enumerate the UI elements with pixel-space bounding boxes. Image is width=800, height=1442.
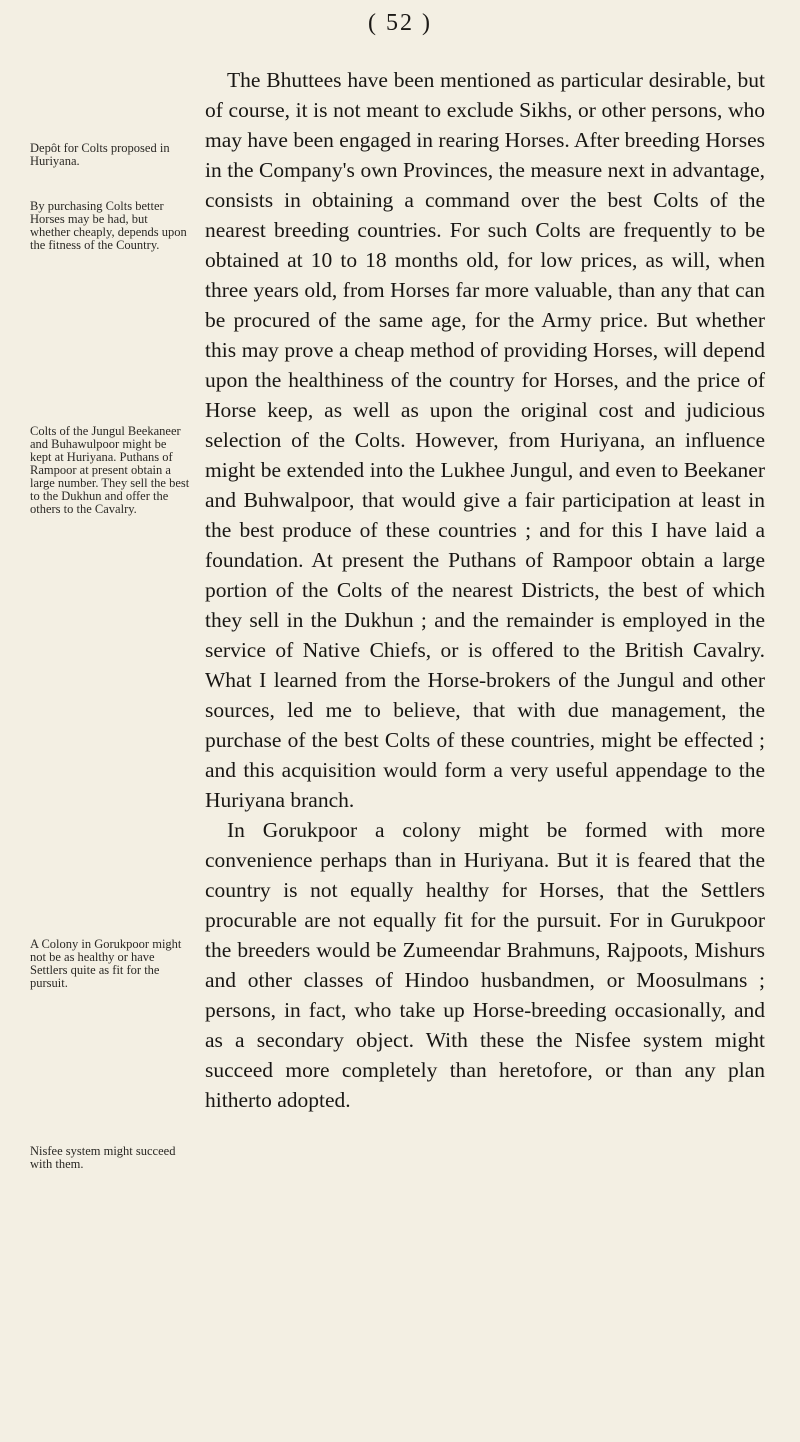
- margin-note-colts-of-jungul: Colts of the Jungul Beekaneer and Buhawulpoor might be kept at Huriyana. Puthans of Rampoor at present obtain a large number. They sell the best to the Dukhun and offer the others to the Cavalry.: [30, 424, 190, 516]
- margin-note-purchasing-colts: By purchasing Colts better Horses may be had, but whether cheaply, depends upon the fitness of the Country.: [30, 199, 187, 252]
- margin-note-depot: Depôt for Colts proposed in Huriyana.: [30, 141, 170, 168]
- margin-note-nisfee-system: Nisfee system might succeed with them.: [30, 1144, 176, 1171]
- page-number: ( 52 ): [368, 10, 432, 36]
- paragraph: In Gorukpoor a colony might be formed with more convenience perhaps than in Huriyana. But it is feared that the country is not equally healthy for Horses, that the Settlers procurable are not equally fit for the pursuit. For in Gurukpoor the breeders would be Zumeendar Brahmuns, Rajpoots, Mishurs and other classes of Hindoo husbandmen, or Moosulmans ; persons, in fact, who take up Horse-breeding occasionally, and as a secondary object. With these the Nisfee system might succeed more completely than heretofore, or than any plan hitherto adopted.: [205, 818, 765, 1112]
- body-text: [205, 65, 765, 1115]
- margin-note-gorukpoor-colony: A Colony in Gorukpoor might not be as healthy or have Settlers quite as fit for the pursuit.: [30, 937, 182, 990]
- paragraph: The Bhuttees have been mentioned as particular desirable, but of course, it is not meant to exclude Sikhs, or other persons, who may have been engaged in rearing Horses. After breeding Horses in the Company's own Provinces, the measure next in advantage, consists in obtaining a command over the best Colts of the nearest breeding countries. For such Colts are frequently to be obtained at 10 to 18 months old, for low prices, as will, when three years old, from Horses far more valuable, than any that can be procured of the same age, for the Army price. But whether this may prove a cheap method of providing Horses, will depend upon the healthiness of the country for Horses, and the price of Horse keep, as well as upon the original cost and judicious selection of the Colts. However, from Huriyana, an influence might be extended into the Lukhee Jungul, and even to Beekaner and Buhwalpoor, that would give a fair participation at least in the best produce of these countries ; and for this I have laid a foundation. At present the Puthans of Rampoor obtain a large portion of the Colts of the nearest Districts, the best of which they sell in the Dukhun ; and the remainder is employed in the service of Native Chiefs, or is offered to the British Cavalry. What I learned from the Horse-brokers of the Jungul and other sources, led me to believe, that with due management, the purchase of the best Colts of these countries, might be effected ; and this acquisition would form a very useful appendage to the Huriyana branch.: [205, 68, 765, 812]
